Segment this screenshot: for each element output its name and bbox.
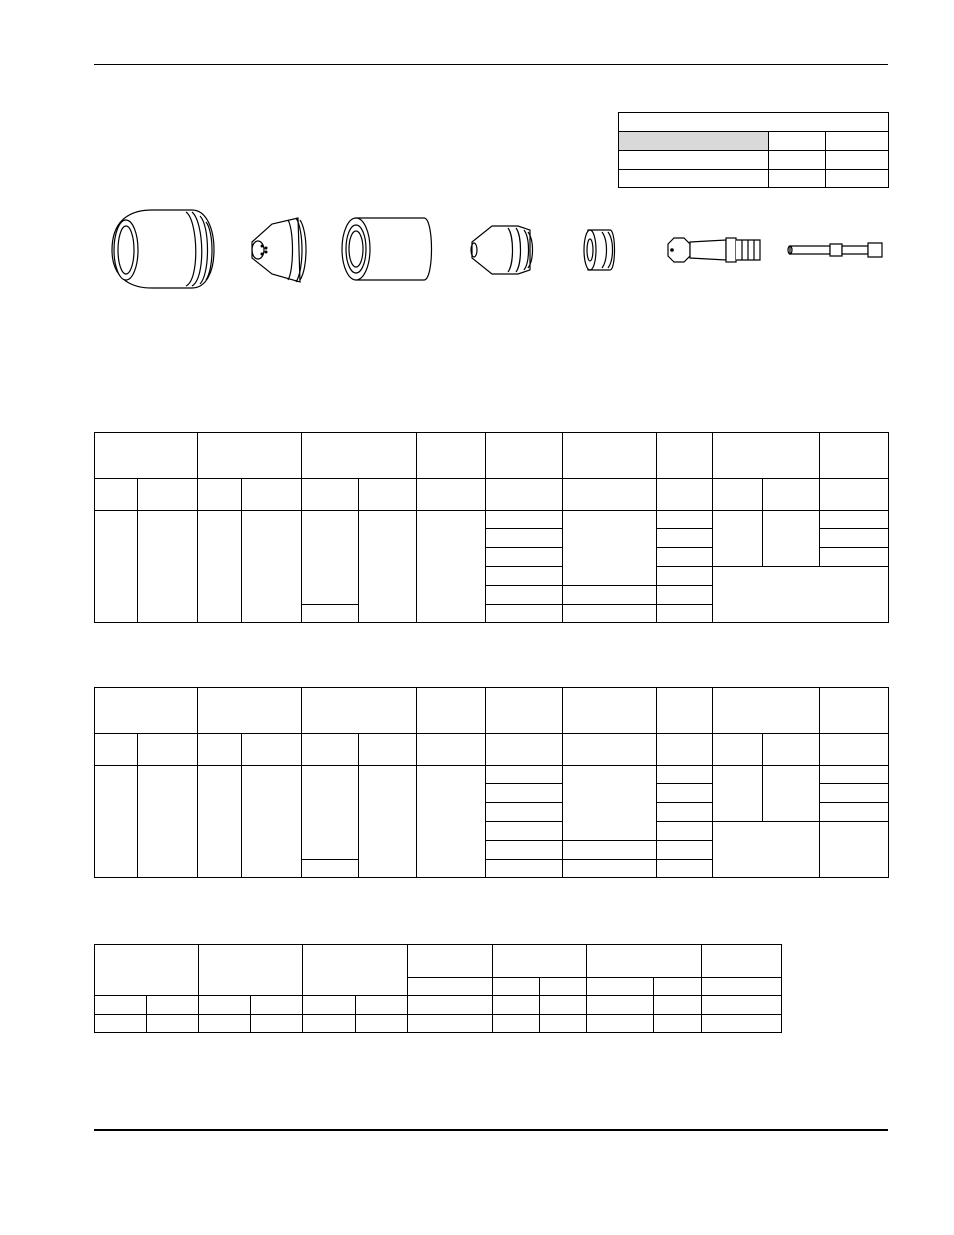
header-rule: [94, 64, 888, 65]
cut-chart-table-1: [94, 432, 889, 623]
water-tube-icon: [788, 243, 882, 257]
consumables-row: [100, 200, 890, 300]
nozzle-shield-icon: [252, 218, 306, 282]
cut-chart-table-2: [94, 687, 889, 878]
electrode-icon: [668, 238, 760, 262]
swirl-ring-icon: [584, 230, 615, 270]
info-box-grid: [618, 112, 889, 188]
shield-icon: [112, 210, 214, 288]
nozzle-icon: [471, 226, 533, 274]
settings-table: [94, 944, 782, 1034]
retaining-cap-icon: [342, 218, 432, 280]
footer-rule: [94, 1129, 888, 1131]
info-box: [618, 112, 889, 188]
